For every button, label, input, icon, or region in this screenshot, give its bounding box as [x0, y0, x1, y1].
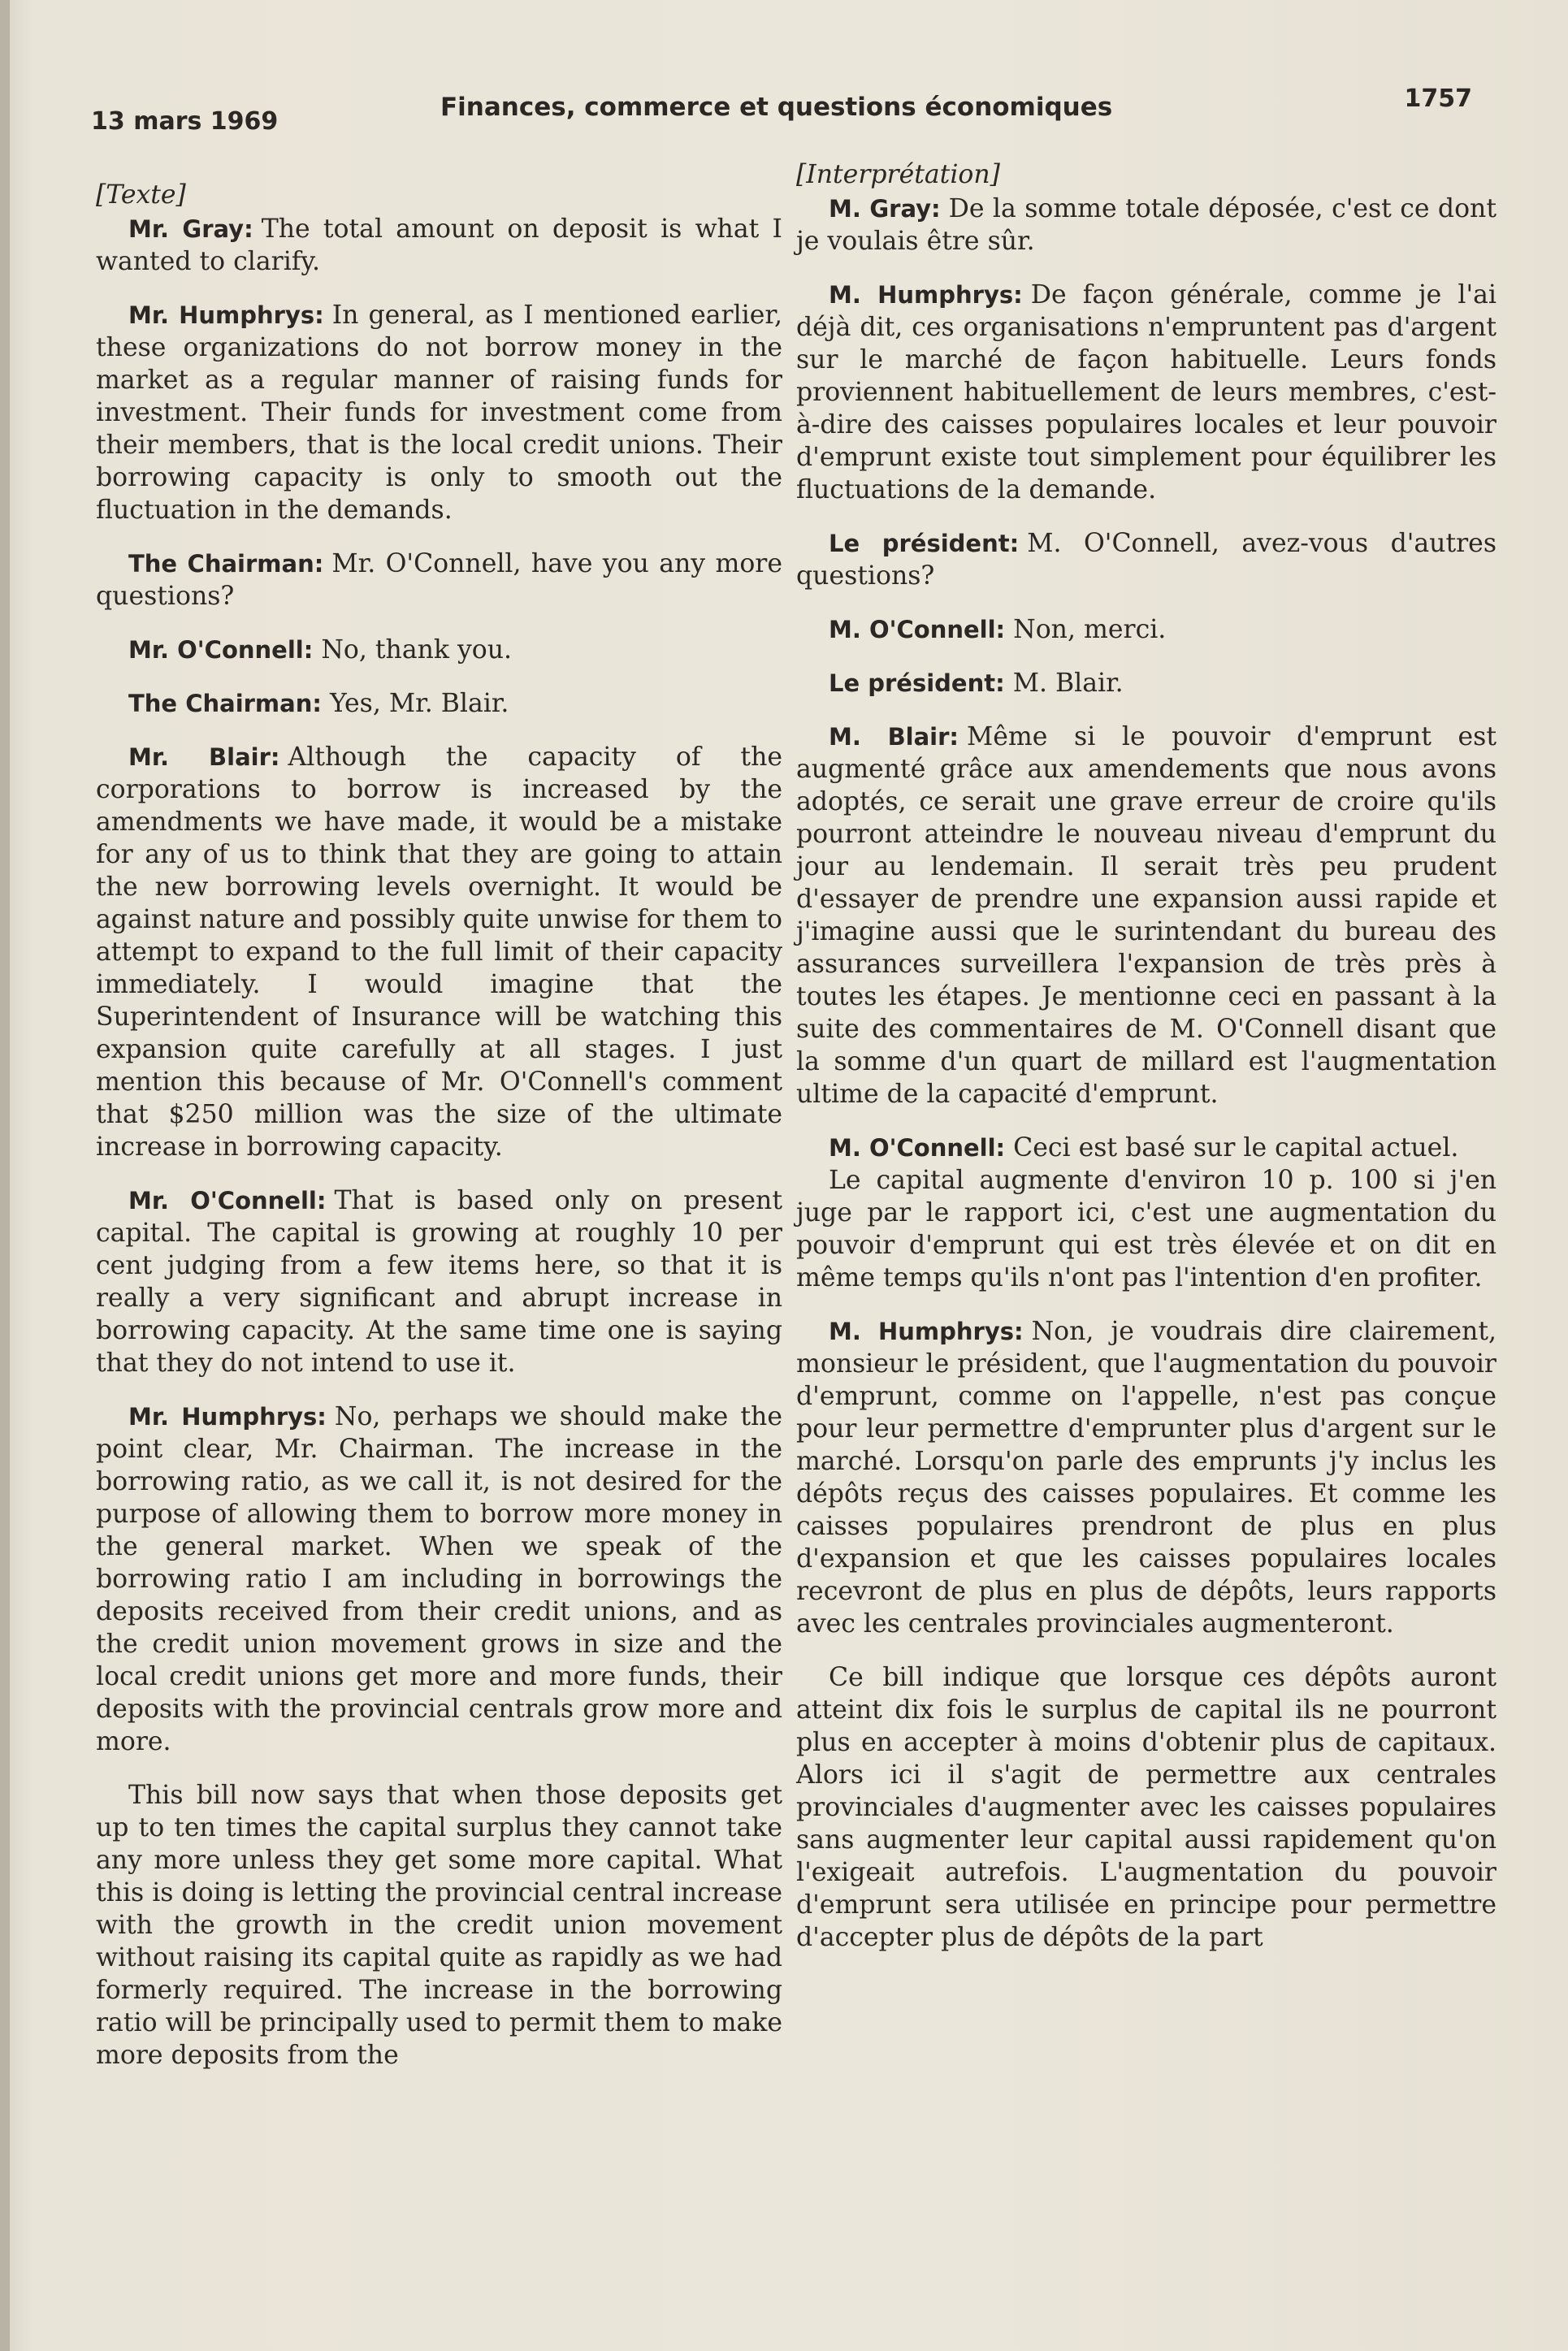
transcript-paragraph [796, 1661, 1497, 1954]
speaker-name: M. Gray: [829, 195, 941, 223]
transcript-paragraph [96, 1779, 782, 2072]
transcript-paragraph [796, 721, 1497, 1111]
speaker-name: The Chairman: [128, 690, 322, 717]
transcript-paragraph [96, 548, 782, 613]
speaker-name: M. O'Connell: [829, 1134, 1006, 1162]
speaker-name: The Chairman: [128, 550, 324, 578]
speaker-name: Le président: [829, 530, 1020, 557]
speaker-name: Mr. Gray: [128, 215, 253, 243]
paragraph-text: Le capital augmente d'environ 10 p. 100 si j'en juge par le rapport ici, c'est une augmentation du pouvoir d'emprunt qui est très élevée et on dit en même temps qu'ils n'ont pas l'intention d'en profiter. [796, 1166, 1497, 1292]
paragraph-text: This bill now says that when those deposits get up to ten times the capital surplus they cannot take any more unless they get some more capital. What this is doing is letting the provincial central increase with the growth in the credit union movement without raising its capital quite as rapidly as we had formerly required. The increase in the borrowing ratio will be principally used to permit them to make more deposits from the [96, 1781, 782, 2070]
paragraph-text: De la somme totale déposée, c'est ce dont je voulais être sûr. [796, 194, 1497, 256]
speaker-name: M. O'Connell: [829, 616, 1006, 643]
page-edge [0, 0, 10, 2351]
transcript-paragraph [96, 213, 782, 278]
transcript-paragraph [796, 193, 1497, 258]
section-label-interpretation: [Interprétation] [796, 160, 1000, 189]
transcript-paragraph [796, 1164, 1497, 1294]
transcript-paragraph [96, 1184, 782, 1379]
paragraph-text: M. Blair. [1012, 669, 1124, 698]
speaker-name: Mr. Humphrys: [128, 1403, 327, 1431]
paragraph-text: De façon générale, comme je l'ai déjà dit, ces organisations n'empruntent pas d'argent sur le marché de façon habituelle. Leurs fonds proviennent habituellement de leurs membres, c'est-à-dire des caisses populaires locales et leur pouvoir d'emprunt existe tout simplement pour équilibrer les fluctuations de la demande. [796, 280, 1497, 504]
header-date: 13 mars 1969 [91, 107, 279, 136]
page-number: 1757 [1404, 84, 1472, 113]
transcript-paragraph [96, 741, 782, 1163]
page-header [91, 84, 1472, 136]
speaker-name: Mr. O'Connell: [128, 1187, 327, 1214]
left-paragraphs [96, 213, 782, 2072]
transcript-paragraph [796, 279, 1497, 506]
transcript-paragraph [796, 613, 1497, 646]
paragraph-text: Non, je voudrais dire clairement, monsieur le président, que l'augmentation du pouvoir d'emprunt, comme on l'appelle, n'est pas conçue pour leur permettre d'emprunter plus d'argent sur le marché. Lorsqu'on parle des emprunts j'y inclus les dépôts reçus des caisses populaires. Et comme les caisses populaires prendront de plus en plus d'expansion et que les caisses populaires locales recevront de plus en plus de dépôts, leurs rapports avec les centrales provinciales augmenteront. [796, 1317, 1497, 1639]
paragraph-text: Although the capacity of the corporations to borrow is increased by the amendments we have made, it would be a mistake for any of us to think that they are going to attain the new borrowing levels overnight. It would be against nature and possibly quite unwise for them to attempt to expand to the full limit of their capacity immediately. I would imagine that the Superintendent of Insurance will be watching this expansion quite carefully at all stages. I just mention this because of Mr. O'Connell's comment that $250 million was the size of the ultimate increase in borrowing capacity. [96, 743, 783, 1162]
speaker-name: M. Humphrys: [829, 281, 1023, 309]
paragraph-text: No, thank you. [321, 635, 513, 665]
speaker-name: Mr. Humphrys: [128, 301, 324, 329]
transcript-paragraph [796, 667, 1497, 699]
transcript-paragraph [796, 1315, 1497, 1640]
right-column [796, 158, 1497, 1975]
header-title: Finances, commerce et questions économiques [440, 93, 1113, 122]
transcript-paragraph [96, 687, 782, 720]
speaker-name: Mr. O'Connell: [128, 636, 314, 664]
paragraph-text: Non, merci. [1013, 615, 1167, 644]
paragraph-text: The total amount on deposit is what I wanted to clarify. [96, 214, 782, 276]
speaker-name: Mr. Blair: [128, 743, 280, 771]
right-paragraphs [796, 193, 1497, 1954]
transcript-paragraph [796, 527, 1497, 592]
paragraph-text: That is based only on present capital. The capital is growing at roughly 10 per cent judging from a few items here, so that it is really a very significant and abrupt increase in borrowing capacity. At the same time one is saying that they do not intend to use it. [96, 1186, 782, 1378]
transcript-paragraph [96, 299, 782, 526]
paragraph-text: Ceci est basé sur le capital actuel. [1013, 1133, 1459, 1163]
speaker-name: Le président: [829, 669, 1005, 697]
paragraph-text: Même si le pouvoir d'emprunt est augmenté grâce aux amendements que nous avons adoptés, ce serait une grave erreur de croire qu'ils pourront atteindre le nouveau niveau d'emprunt du jour au lendemain. Il serait très peu prudent d'essayer de prendre une expansion aussi rapide et j'imagine aussi que le surintendant du bureau des assurances surveillera l'expansion de très près à toutes les étapes. Je mentionne ceci en passant à la suite des commentaires de M. O'Connell disant que la somme d'un quart de millard est l'augmentation ultime de la capacité d'emprunt. [796, 722, 1497, 1109]
paragraph-text: M. O'Connell, avez-vous d'autres questions? [796, 529, 1497, 591]
paragraph-text: No, perhaps we should make the point clear, Mr. Chairman. The increase in the borrowing ratio, as we call it, is not desired for the purpose of allowing them to borrow more money in the general market. When we speak of the borrowing ratio I am including in borrowings the deposits received from their credit unions, and as the credit union movement grows in size and the local credit unions get more and more funds, their deposits with the provincial centrals grow more and more. [96, 1402, 782, 1756]
section-label-texte: [Texte] [96, 180, 186, 210]
speaker-name: M. Humphrys: [829, 1318, 1024, 1345]
paragraph-text: Ce bill indique que lorsque ces dépôts auront atteint dix fois le surplus de capital ils ne pourront plus en accepter à moins d'obtenir plus de capitaux. Alors ici il s'agit de permettre aux centrales provinciales d'augmenter avec les caisses populaires sans augmenter leur capital aussi rapidement qu'on l'exigeait autrefois. L'augmentation du pouvoir d'emprunt sera utilisée en principe pour permettre d'accepter plus de dépôts de la part [796, 1663, 1497, 1952]
paragraph-text: Yes, Mr. Blair. [329, 689, 509, 718]
paragraph-text: Mr. O'Connell, have you any more questions? [96, 549, 782, 611]
paragraph-text: In general, as I mentioned earlier, these organizations do not borrow money in the market as a regular manner of raising funds for investment. Their funds for investment come from their members, that is the local credit unions. Their borrowing capacity is only to smooth out the fluctuation in the demands. [96, 301, 782, 525]
transcript-paragraph [796, 1132, 1497, 1164]
transcript-paragraph [96, 634, 782, 666]
speaker-name: M. Blair: [829, 723, 959, 751]
transcript-paragraph [96, 1401, 782, 1758]
left-column [96, 179, 782, 2093]
